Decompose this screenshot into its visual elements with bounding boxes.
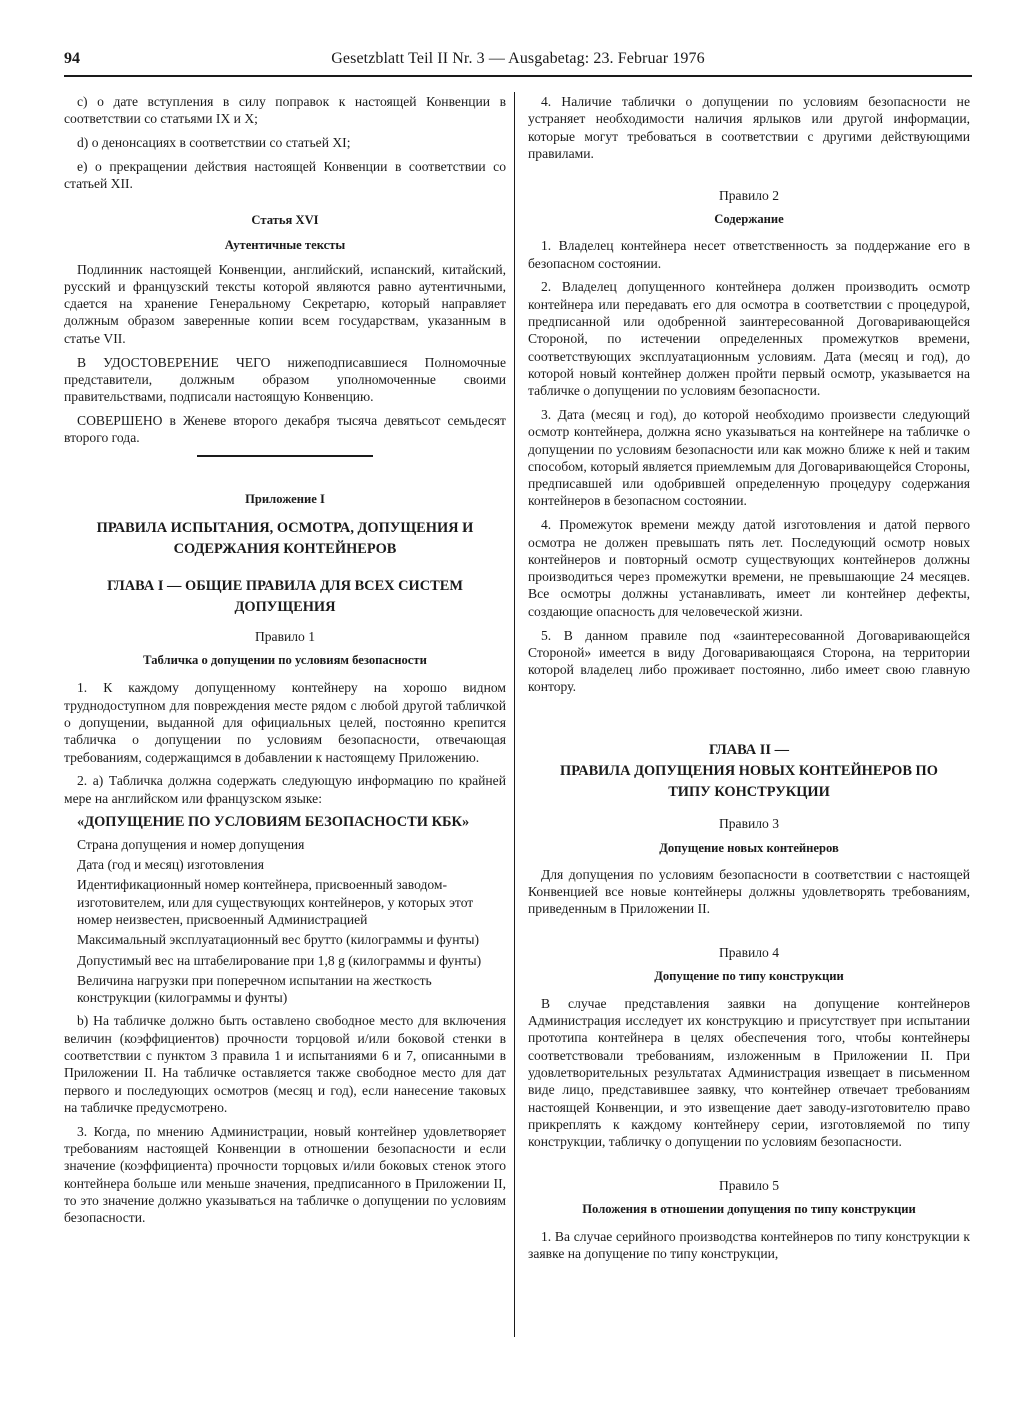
rule-heading: Правило 3: [718, 816, 780, 832]
plate-item: Идентификационный номер контейнера, присвоенный заводом-изготовителем, или для существующих контейнеров, у которых этот номер неизвестен, присвоенный Администрацией: [77, 877, 474, 927]
header-title: Gesetzblatt Teil II Nr. 3 — Ausgabetag: 23. Februar 1976: [331, 50, 705, 67]
plate-heading: «ДОПУЩЕНИЕ ПО УСЛОВИЯМ БЕЗОПАСНОСТИ КБК»: [77, 813, 470, 830]
header-rule: [64, 75, 972, 77]
rule-paragraph: 2. Владелец допущенного контейнера должен производить осмотр контейнера или передавать его для осмотра в соответствии с процедурой, предписанной или одобренной заинтересованной Договаривающейся Стороной, по истечении определенных промежутков времени, соответствующих эксплуатационным условиям. Дата (месяц и год), до которой новый контейнер должен пройти первый осмотр, указывается на табличке о допущении по условиям безопасности.: [528, 279, 970, 399]
item-c: c) о дате вступления в силу поправок к настоящей Конвенции в соответствии со статьями IX и X;: [64, 94, 506, 127]
article-paragraph: СОВЕРШЕНО в Женеве второго декабря тысяча девятьсот семьдесят второго года.: [64, 412, 506, 446]
rule-title: Допущение новых контейнеров: [659, 840, 839, 855]
article-heading: Статья XVI: [251, 212, 319, 227]
rule-heading: Правило 2: [718, 187, 780, 203]
rule-heading: Правило 5: [718, 1177, 780, 1193]
rule-paragraph: В случае представления заявки на допущение контейнеров Администрация исследует их конструкцию и присутствует при испытании прототипа контейнера в целях обеспечения того, чтобы контейнеры соответствовали требованиям, изложенным в Приложении II. При удовлетворительных результатах Администрация извещает в письменном виде лицо, представившее заявку, что контейнер отвечает требованиям настоящей Конвенции, и это извещение дает заводу-изготовителю право прикреплять к каждому контейнеру серии, изготовляемой по типу конструкции, табличку о допущении по условиям безопасности.: [528, 995, 970, 1150]
plate-item: Величина нагрузки при поперечном испытании на жесткость конструкции (килограммы и фунты): [77, 972, 432, 1006]
chapter-heading: ГЛАВА II —: [709, 742, 789, 759]
rule-paragraph: 4. Промежуток времени между датой изготовления и датой первого осмотра не должен превышать пять лет. Последующий осмотр новых контейнеров и повторный осмотр существующих контейнеров должны производиться через промежутки времени, не превышающие 24 месяцев. Все осмотры должны устанавливать, имеет ли контейнер дефекты, создающие опасность для человеческой жизни.: [528, 517, 970, 619]
rule-title: Содержание: [714, 211, 784, 226]
item-d: d) о денонсациях в соответствии со статьей XI;: [77, 135, 351, 151]
annex-title: ПРАВИЛА ИСПЫТАНИЯ, ОСМОТРА, ДОПУЩЕНИЯ И СОДЕРЖАНИЯ КОНТЕЙНЕРОВ: [96, 519, 474, 557]
article-title: Аутентичные тексты: [224, 238, 346, 253]
article-paragraph: Подлинник настоящей Конвенции, английский, испанский, китайский, русский и французский тексты которой являются равно аутентичными, сдается на хранение Генеральному Секретарю, который направляет должным образом заверенные копии всем государствам, указанным в статье VII.: [64, 261, 506, 346]
rule-paragraph: 1. К каждому допущенному контейнеру на хорошо видном труднодоступном для повреждения месте рядом с любой другой табличкой о допущении, выданной для официальных целей, постоянно крепится табличка о допущении по условиям безопасности, отвечающая требованиям, содержащимся в добавлении к настоящему Приложению.: [64, 680, 506, 765]
plate-item: Дата (год и месяц) изготовления: [77, 857, 265, 873]
chapter-heading: ГЛАВА I — ОБЩИЕ ПРАВИЛА ДЛЯ ВСЕХ СИСТЕМ ДОПУЩЕНИЯ: [107, 577, 463, 615]
rule-paragraph: 1. Владелец контейнера несет ответственность за поддержание его в безопасном состоянии.: [528, 238, 970, 271]
rule-paragraph: Для допущения по условиям безопасности в соответствии с настоящей Конвенцией все новые контейнеры должны удовлетворять требованиям, приведенным в Приложении II.: [528, 866, 970, 917]
plate-item: Максимальный эксплуатационный вес брутто (килограммы и фунты): [77, 932, 480, 948]
rule-paragraph: 4. Наличие таблички о допущении по условиям безопасности не устраняет необходимости наличия ярлыков или другой информации, которые могут требоваться в соответствии с другими действующими правилами.: [528, 94, 970, 161]
rule-paragraph: 1. Ва случае серийного производства контейнеров по типу конструкции к заявке на допущение по типу конструкции,: [528, 1228, 970, 1261]
rule-paragraph: 2. а) Табличка должна содержать следующую информацию по крайней мере на английском или французском языке:: [64, 773, 506, 806]
chapter-title: ПРАВИЛА ДОПУЩЕНИЯ НОВЫХ КОНТЕЙНЕРОВ ПО ТИПУ КОНСТРУКЦИИ: [560, 763, 938, 801]
left-column: [64, 93, 506, 1233]
item-e: e) о прекращении действия настоящей Конвенции в соответствии со статьей XII.: [64, 158, 506, 192]
rule-paragraph: 3. Когда, по мнению Администрации, новый контейнер удовлетворяет требованиям настоящей Конвенции в отношении безопасности и если значение (коэффициента) прочности торцовых и/или боковых стенок этого контейнера больше или меньше значения, предписанного в Приложении II, то это значение должно указываться на табличке о допущении по условиям безопасности.: [64, 1123, 506, 1226]
plate-item: Допустимый вес на штабелирование при 1,8 g (килограммы и фунты): [77, 952, 482, 968]
rule-title: Положения в отношении допущения по типу конструкции: [582, 1202, 916, 1217]
article-paragraph: В УДОСТОВЕРЕНИЕ ЧЕГО нижеподписавшиеся Полномочные представители, должным образом уполномоченные своими правительствами, подписали настоящую Конвенцию.: [64, 354, 506, 405]
rule-title: Допущение по типу конструкции: [654, 969, 844, 984]
annex-heading: Приложение I: [245, 491, 325, 506]
page-number: 94: [64, 50, 80, 67]
right-column: [528, 93, 970, 1269]
rule-paragraph: 5. В данном правиле под «заинтересованной Договаривающейся Стороной» имеется в виду Договаривающаяся Сторона, на территории которой владелец либо проживает постоянно, либо имеет свою главную контору.: [528, 627, 970, 695]
rule-heading: Правило 1: [254, 628, 316, 644]
column-divider: [514, 92, 515, 1337]
rule-title: Табличка о допущении по условиям безопасности: [143, 653, 427, 668]
page-header: [64, 50, 972, 74]
rule-heading: Правило 4: [718, 945, 780, 961]
plate-item: Страна допущения и номер допущения: [77, 836, 305, 852]
rule-paragraph: 3. Дата (месяц и год), до которой необходимо произвести следующий осмотр контейнера, должна ясно указываться на контейнере на табличке о допущении по условиям безопасности или как можно ближе к ней и таким способом, который является приемлемым для Договаривающейся Стороны, предписавшей или одобрившей определенную процедуру содержания контейнеров в безопасном состоянии.: [528, 406, 970, 509]
rule-paragraph: b) На табличке должно быть оставлено свободное место для включения величин (коэффициентов) прочности торцовой и/или боковой стенки в соответствии с пунктом 3 правила 1 и испытаниями 6 и 7, описанными в Приложении II. На табличке оставляется также свободное место для дат первого и последующих осмотров (месяц и год), если нанесение таковых на табличке предусмотрено.: [64, 1013, 506, 1115]
